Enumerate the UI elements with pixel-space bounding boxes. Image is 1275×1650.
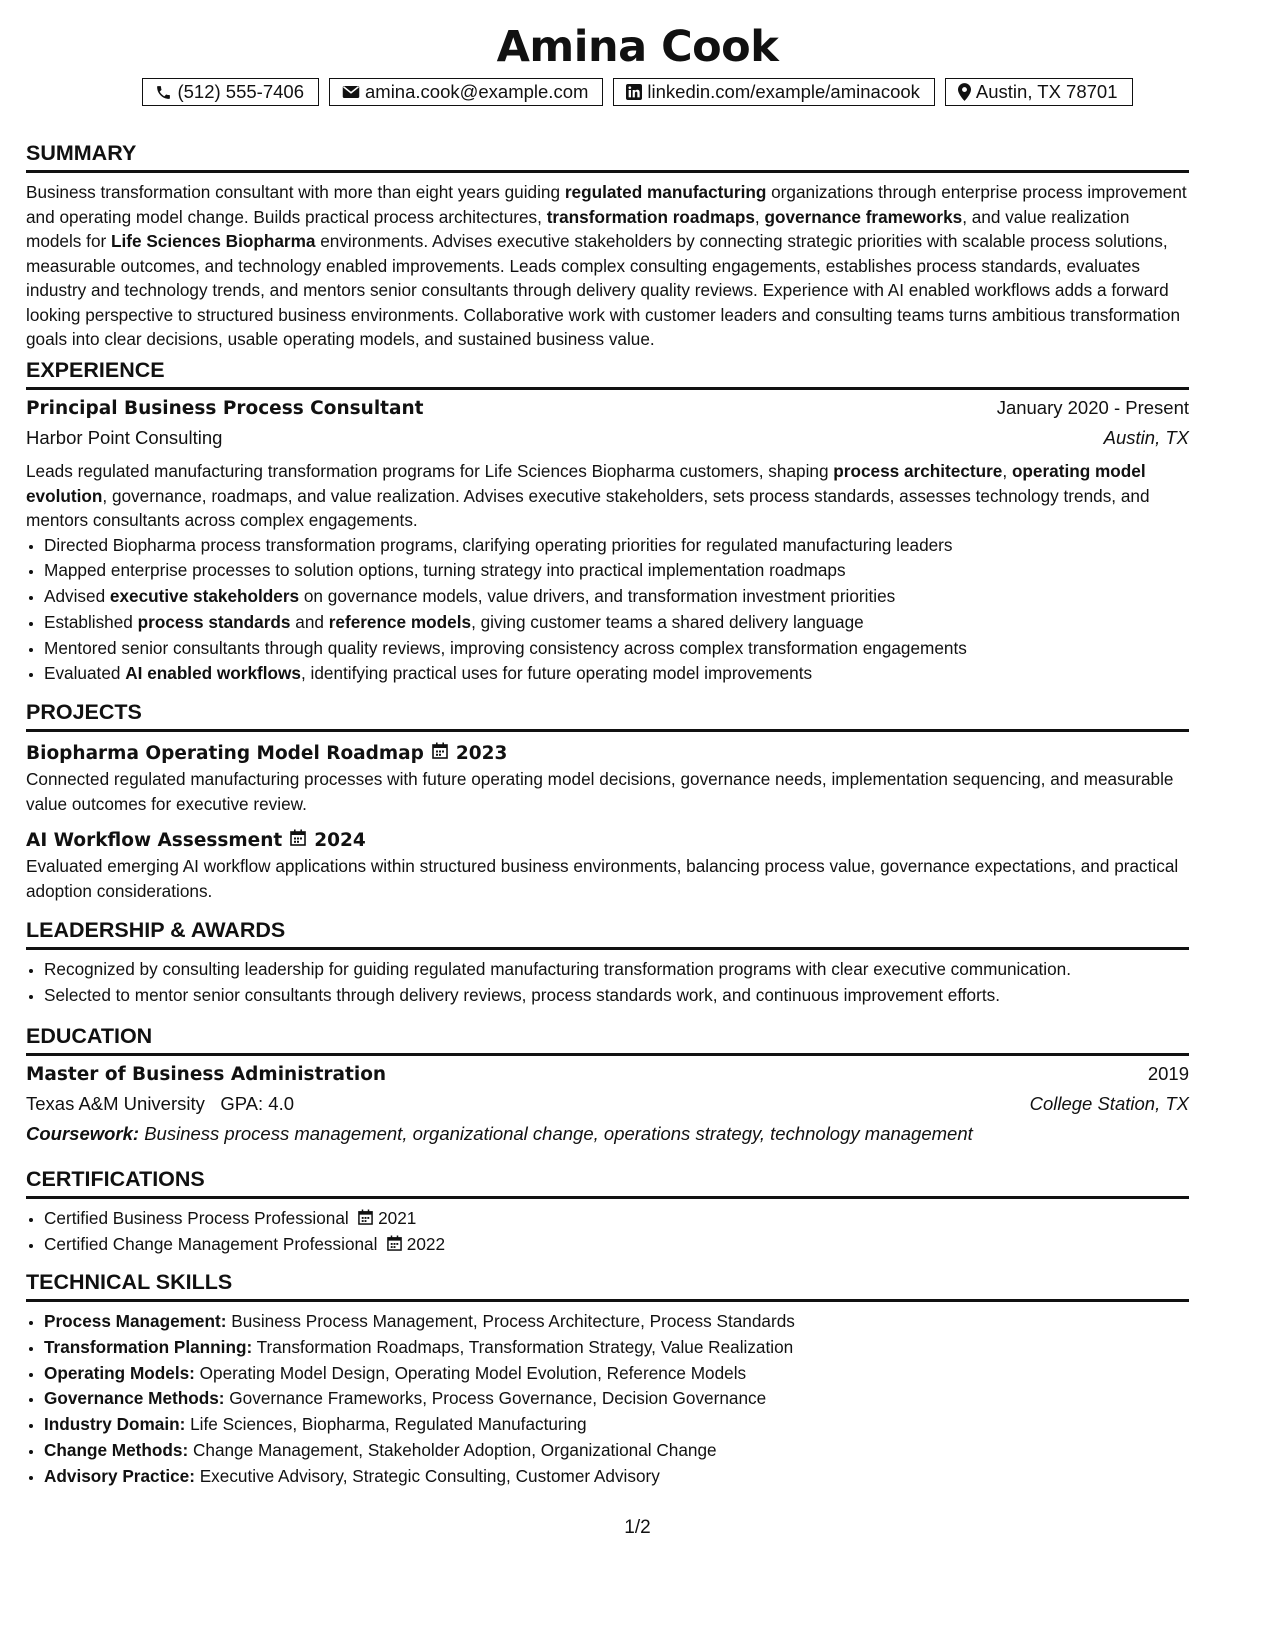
section-title-education: EDUCATION [26, 1023, 1189, 1056]
text-run: , identifying practical uses for future operating model improvements [300, 663, 813, 684]
skill-value: Change Management, Stakeholder Adoption, Organizational Change [192, 1439, 717, 1460]
linkedin-icon [626, 84, 642, 100]
list-item [44, 1438, 1189, 1464]
resume-page [26, 0, 1249, 1486]
list-item [44, 1206, 1189, 1232]
emphasis-text: governance frameworks [764, 206, 963, 227]
text-run: Established [44, 611, 138, 632]
text-run: , [1002, 461, 1012, 481]
list-item: • Selected to mentor senior consultants through delivery reviews, process standards work, and continuous improvement efforts. [44, 983, 1189, 1009]
list-item [44, 636, 1189, 662]
education-section [26, 1023, 1189, 1153]
text-run: environments. Advises executive stakeholders by connecting strategic priorities with scalable process solutions, measurable outcomes, and technology enabled improvements. Leads complex consulting engagements, establishes process standards, evaluates industry and technology trends, and mentors senior consultants through delivery quality reviews. Experience with AI enabled workflows adds a forward looking perspective to structured business environments. Collaborative work with customer leaders and consulting teams turns ambitious transformation goals into clear decisions, usable operating models, and sustained business value. [26, 231, 1181, 349]
skills-section [26, 1269, 1189, 1490]
section-title-projects: PROJECTS [26, 699, 1189, 732]
job-dates: January 2020 - Present [996, 397, 1189, 418]
text-run: organizations through enterprise process improvement and operating model change. Builds practical process architectures, [26, 182, 1187, 227]
section-title-skills: TECHNICAL SKILLS [26, 1269, 1189, 1302]
text-run: Mentored senior consultants through quality reviews, improving consistency across complex transformation engagements [44, 637, 967, 658]
certifications-section [26, 1166, 1189, 1259]
graduation-year: 2019 [1147, 1063, 1189, 1084]
envelope-icon [342, 85, 360, 99]
emphasis-text: regulated manufacturing [564, 182, 767, 202]
certifications-list [26, 1206, 1189, 1259]
skill-value: Transformation Roadmaps, Transformation Strategy, Value Realization [256, 1336, 794, 1357]
experience-section [26, 357, 1189, 687]
school-line [26, 1093, 294, 1115]
project-year: 2023 [455, 742, 508, 764]
skill-value: Life Sciences, Biopharma, Regulated Manufacturing [190, 1414, 587, 1435]
section-title-leadership: LEADERSHIP & AWARDS [26, 917, 1189, 950]
skill-value: Operating Model Design, Operating Model Evolution, Reference Models [199, 1362, 747, 1383]
list-item [44, 661, 1189, 687]
text-run: , giving customer teams a shared delivery language [471, 611, 864, 632]
phone-number[interactable]: (512) 555-7406 [177, 81, 304, 102]
experience-bullets [26, 533, 1189, 688]
calendar-icon [387, 1233, 402, 1259]
contact-linkedin [613, 78, 935, 106]
project-name: AI Workflow Assessment [26, 829, 283, 851]
project-name: Biopharma Operating Model Roadmap [26, 742, 424, 764]
contact-phone [142, 78, 319, 106]
page-number: 1/2 [624, 1517, 651, 1538]
project-year: 2024 [314, 829, 366, 851]
list-item [44, 533, 1189, 559]
summary-text [26, 180, 1189, 352]
section-title-summary: SUMMARY [26, 140, 1189, 173]
text-run: , governance, roadmaps, and value realization. Advises executive stakeholders, sets process standards, assesses technology trends, and mentors consultants across complex engagements. [26, 485, 1150, 530]
school-name: Texas A&M University [26, 1093, 205, 1114]
skill-label: Advisory Practice: [44, 1465, 195, 1486]
project-description: Connected regulated manufacturing processes with future operating model decisions, governance needs, implementation sequencing, and measurable value outcomes for executive review. [26, 769, 1174, 814]
emphasis-text: process architecture [833, 461, 1003, 481]
skill-label: Transformation Planning: [44, 1336, 253, 1357]
certification-year: 2021 [378, 1208, 417, 1228]
certification-year: 2022 [406, 1234, 446, 1255]
text-run: Business transformation consultant with more than eight years guiding [26, 182, 565, 202]
text-run: Evaluated [44, 663, 126, 684]
list-item [44, 584, 1189, 610]
certification-name: Certified Change Management Professional [44, 1234, 378, 1255]
list-item: • Recognized by consulting leadership for guiding regulated manufacturing transformation programs with clear executive communication. [44, 957, 1189, 983]
degree-name: Master of Business Administration [26, 1064, 387, 1085]
experience-header [26, 397, 1189, 427]
emphasis-text: AI enabled workflows [125, 663, 301, 684]
job-location: Austin, TX [1103, 427, 1189, 448]
leadership-list [26, 957, 1189, 1009]
list-item [44, 1309, 1189, 1335]
education-header [26, 1063, 1189, 1093]
skills-list [26, 1309, 1189, 1490]
list-item [44, 1464, 1189, 1490]
list-item [44, 1386, 1189, 1412]
list-item [44, 1232, 1189, 1258]
list-item [44, 1412, 1189, 1438]
list-item [44, 1335, 1189, 1361]
section-title-experience: EXPERIENCE [26, 357, 1189, 390]
coursework-label: Coursework: [26, 1123, 140, 1144]
list-item [44, 610, 1189, 636]
coursework-text: Business process management, organizational change, operations strategy, technology management [144, 1123, 973, 1144]
emphasis-text: process standards [137, 611, 291, 632]
project-heading [26, 826, 1189, 854]
email-link[interactable]: amina.cook@example.com [365, 81, 589, 102]
contact-email [329, 78, 603, 106]
project-heading [26, 739, 1189, 767]
calendar-icon [358, 1207, 373, 1233]
emphasis-text: operating model evolution [26, 461, 1146, 506]
education-subheader [26, 1093, 1189, 1123]
text-run: , and value realization models for [26, 206, 1130, 251]
skill-value: Executive Advisory, Strategic Consulting, Customer Advisory [199, 1465, 660, 1486]
list-item [44, 558, 1189, 584]
text-run: Mapped enterprise processes to solution options, turning strategy into practical implementation roadmaps [44, 560, 846, 581]
emphasis-text: Life Sciences Biopharma [111, 231, 316, 251]
skill-label: Industry Domain: [44, 1414, 186, 1435]
text-run: Directed Biopharma process transformation programs, clarifying operating priorities for regulated manufacturing leaders [44, 534, 953, 555]
emphasis-text: transformation roadmaps [546, 206, 755, 227]
candidate-name: Amina Cook [496, 22, 779, 72]
text-run: Leads regulated manufacturing transformation programs for Life Sciences Biopharma customers, shaping [26, 461, 834, 481]
list-item [44, 1361, 1189, 1387]
job-title: Principal Business Process Consultant [26, 398, 424, 419]
certification-name: Certified Business Process Professional [44, 1208, 349, 1228]
gpa: GPA: 4.0 [220, 1093, 295, 1114]
summary-section [26, 140, 1189, 352]
skill-value: Business Process Management, Process Architecture, Process Standards [231, 1311, 795, 1331]
company-name: Harbor Point Consulting [26, 427, 223, 448]
experience-subheader [26, 427, 1189, 457]
skill-label: Governance Methods: [44, 1388, 225, 1409]
calendar-icon [432, 742, 448, 764]
location-pin-icon [958, 83, 971, 101]
text-run: and [290, 611, 329, 632]
linkedin-link[interactable]: linkedin.com/example/aminacook [647, 81, 920, 102]
emphasis-text: reference models [328, 611, 472, 632]
location-text: Austin, TX 78701 [975, 81, 1118, 102]
text-run: , [754, 206, 765, 227]
coursework [26, 1123, 1189, 1153]
text-run: Advised [44, 586, 110, 607]
phone-icon [155, 84, 172, 101]
skill-label: Change Methods: [44, 1439, 189, 1460]
text-run: on governance models, value drivers, and transformation investment priorities [299, 586, 896, 607]
job-description [26, 459, 1189, 533]
emphasis-text: executive stakeholders [109, 586, 300, 607]
calendar-icon [290, 829, 306, 851]
contact-bar [26, 78, 1249, 106]
contact-location [945, 78, 1133, 106]
skill-label: Process Management: [44, 1311, 227, 1331]
project-description: Evaluated emerging AI workflow applications within structured business environments, balancing process value, governance expectations, and practical adoption considerations. [26, 856, 1179, 901]
school-location: College Station, TX [1029, 1093, 1189, 1114]
skill-value: Governance Frameworks, Process Governance, Decision Governance [229, 1388, 767, 1409]
skill-label: Operating Models: [44, 1362, 195, 1383]
leadership-section [26, 917, 1189, 1009]
section-title-certifications: CERTIFICATIONS [26, 1166, 1189, 1199]
projects-section [26, 699, 1189, 903]
